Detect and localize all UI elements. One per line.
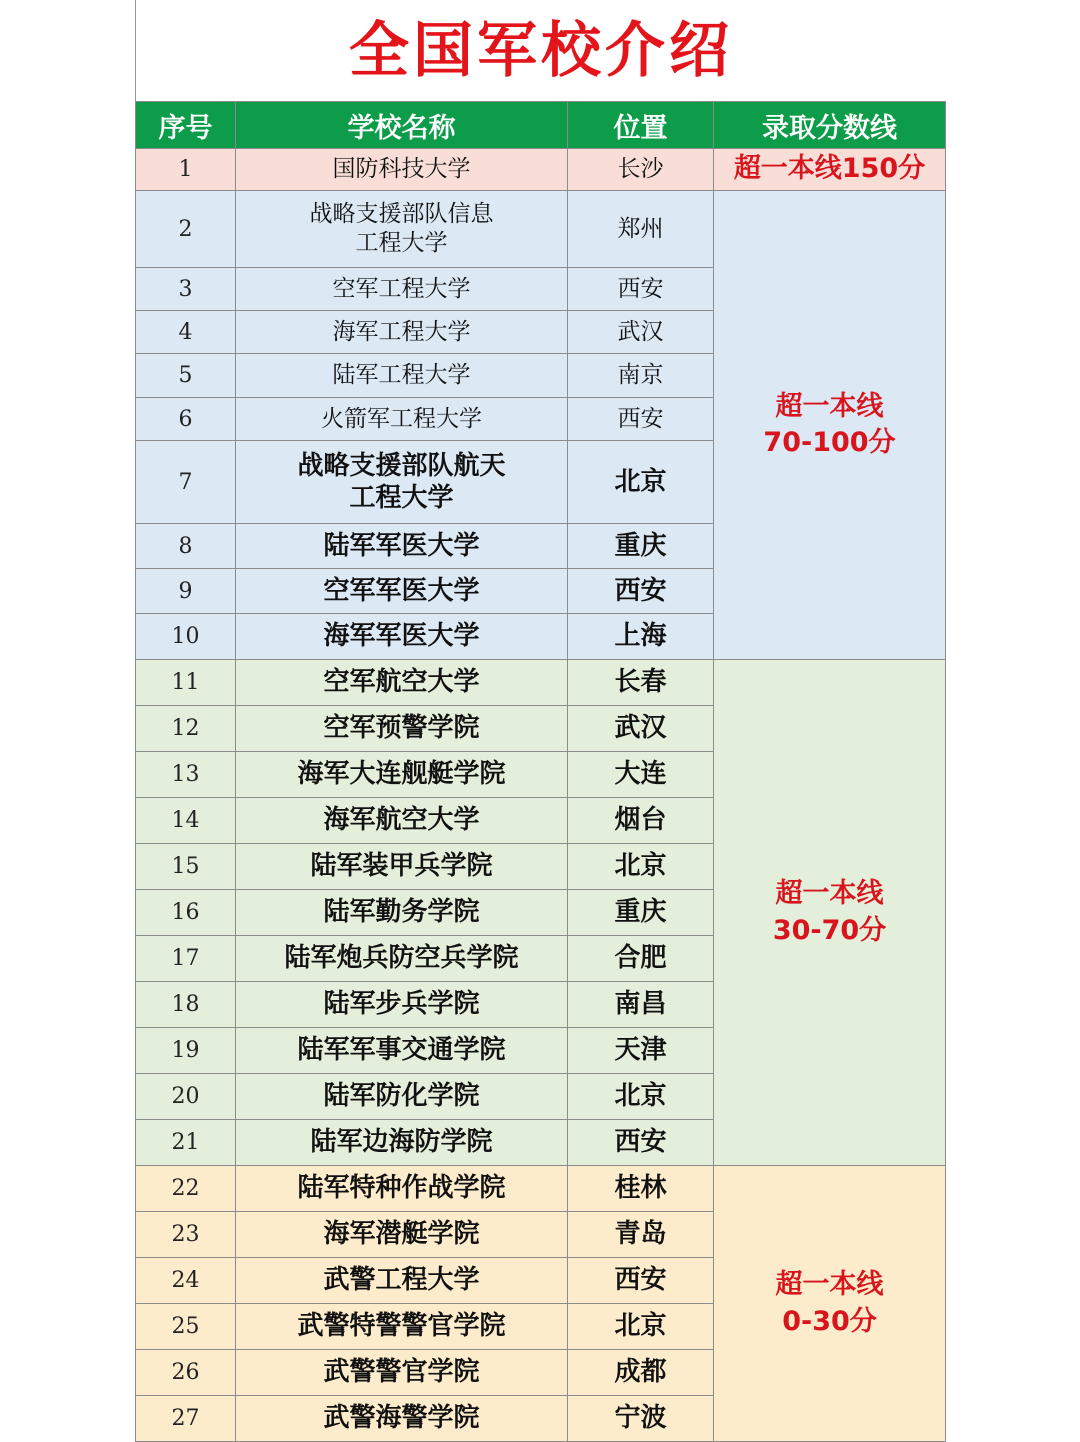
row-index: 21: [136, 1120, 236, 1166]
header-index: 序号: [136, 102, 236, 149]
school-name: 陆军炮兵防空兵学院: [236, 936, 568, 982]
school-name: 陆军边海防学院: [236, 1120, 568, 1166]
score-line-text: 超一本线: [775, 878, 884, 910]
row-index: 20: [136, 1074, 236, 1120]
score-line-cell: [714, 149, 946, 191]
school-name: 武警工程大学: [236, 1258, 568, 1304]
school-name: 海军潜艇学院: [236, 1212, 568, 1258]
school-name: 陆军勤务学院: [236, 890, 568, 936]
score-range-text: 70-100分: [763, 427, 896, 458]
school-name: 陆军工程大学: [236, 354, 568, 398]
row-index: 6: [136, 398, 236, 441]
school-location: 上海: [568, 614, 714, 660]
school-name: 武警特警警官学院: [236, 1304, 568, 1350]
row-index: 8: [136, 524, 236, 569]
score-line-cell: [714, 1166, 946, 1442]
row-index: 11: [136, 660, 236, 706]
school-location: 西安: [568, 1258, 714, 1304]
table-row: [136, 660, 946, 706]
school-location: 北京: [568, 1074, 714, 1120]
school-name: 陆军步兵学院: [236, 982, 568, 1028]
row-index: 25: [136, 1304, 236, 1350]
score-line-text: 超一本线150分: [733, 153, 926, 185]
school-location: 郑州: [568, 191, 714, 268]
school-location: 长沙: [568, 149, 714, 191]
school-name: 陆军军医大学: [236, 524, 568, 569]
row-index: 26: [136, 1350, 236, 1396]
page-title: 全国军校介绍: [349, 15, 733, 86]
school-name: 陆军装甲兵学院: [236, 844, 568, 890]
school-name: 空军军医大学: [236, 569, 568, 614]
row-index: 22: [136, 1166, 236, 1212]
school-name: 海军航空大学: [236, 798, 568, 844]
school-location: 北京: [568, 844, 714, 890]
header-score: 录取分数线: [714, 102, 946, 149]
row-index: 10: [136, 614, 236, 660]
school-location: 西安: [568, 398, 714, 441]
score-line-text: 超一本线: [775, 1269, 884, 1301]
school-location: 合肥: [568, 936, 714, 982]
school-location: 南昌: [568, 982, 714, 1028]
header-location: 位置: [568, 102, 714, 149]
row-index: 15: [136, 844, 236, 890]
row-index: 24: [136, 1258, 236, 1304]
school-location: 西安: [568, 569, 714, 614]
school-name: 国防科技大学: [236, 149, 568, 191]
school-name: 海军军医大学: [236, 614, 568, 660]
school-name: 空军工程大学: [236, 268, 568, 311]
row-index: 1: [136, 149, 236, 191]
school-location: 天津: [568, 1028, 714, 1074]
row-index: 16: [136, 890, 236, 936]
school-location: 青岛: [568, 1212, 714, 1258]
school-name: 战略支援部队信息 工程大学: [236, 191, 568, 268]
school-name: 陆军防化学院: [236, 1074, 568, 1120]
row-index: 9: [136, 569, 236, 614]
school-location: 桂林: [568, 1166, 714, 1212]
row-index: 27: [136, 1396, 236, 1442]
row-index: 3: [136, 268, 236, 311]
document-sheet: [135, 0, 945, 1439]
school-location: 大连: [568, 752, 714, 798]
school-location: 武汉: [568, 706, 714, 752]
school-location: 烟台: [568, 798, 714, 844]
school-location: 南京: [568, 354, 714, 398]
school-location: 北京: [568, 441, 714, 524]
school-location: 重庆: [568, 524, 714, 569]
school-name: 火箭军工程大学: [236, 398, 568, 441]
school-name: 武警海警学院: [236, 1396, 568, 1442]
school-location: 长春: [568, 660, 714, 706]
row-index: 19: [136, 1028, 236, 1074]
score-range-text: 30-70分: [772, 914, 887, 946]
school-location: 成都: [568, 1350, 714, 1396]
row-index: 14: [136, 798, 236, 844]
score-line-cell: [714, 191, 946, 660]
schools-table: [135, 101, 946, 1442]
row-index: 4: [136, 311, 236, 354]
row-index: 5: [136, 354, 236, 398]
school-location: 重庆: [568, 890, 714, 936]
school-name: 陆军特种作战学院: [236, 1166, 568, 1212]
row-index: 12: [136, 706, 236, 752]
table-row: [136, 149, 946, 191]
school-name: 海军大连舰艇学院: [236, 752, 568, 798]
school-name: 空军航空大学: [236, 660, 568, 706]
school-location: 西安: [568, 268, 714, 311]
score-line-cell: [714, 660, 946, 1166]
table-body: [136, 149, 946, 1442]
school-name: 空军预警学院: [236, 706, 568, 752]
row-index: 2: [136, 191, 236, 268]
school-name: 海军工程大学: [236, 311, 568, 354]
school-name: 陆军军事交通学院: [236, 1028, 568, 1074]
table-row: [136, 1166, 946, 1212]
row-index: 17: [136, 936, 236, 982]
score-range-text: 0-30分: [782, 1305, 877, 1337]
school-location: 宁波: [568, 1396, 714, 1442]
table-header-row: [136, 102, 946, 149]
row-index: 18: [136, 982, 236, 1028]
header-name: 学校名称: [236, 102, 568, 149]
title-area: [135, 0, 946, 101]
school-location: 西安: [568, 1120, 714, 1166]
row-index: 13: [136, 752, 236, 798]
row-index: 7: [136, 441, 236, 524]
row-index: 23: [136, 1212, 236, 1258]
table-row: [136, 191, 946, 268]
school-location: 武汉: [568, 311, 714, 354]
school-name: 战略支援部队航天 工程大学: [236, 441, 568, 524]
school-name: 武警警官学院: [236, 1350, 568, 1396]
school-location: 北京: [568, 1304, 714, 1350]
score-line-text: 超一本线: [775, 390, 884, 422]
